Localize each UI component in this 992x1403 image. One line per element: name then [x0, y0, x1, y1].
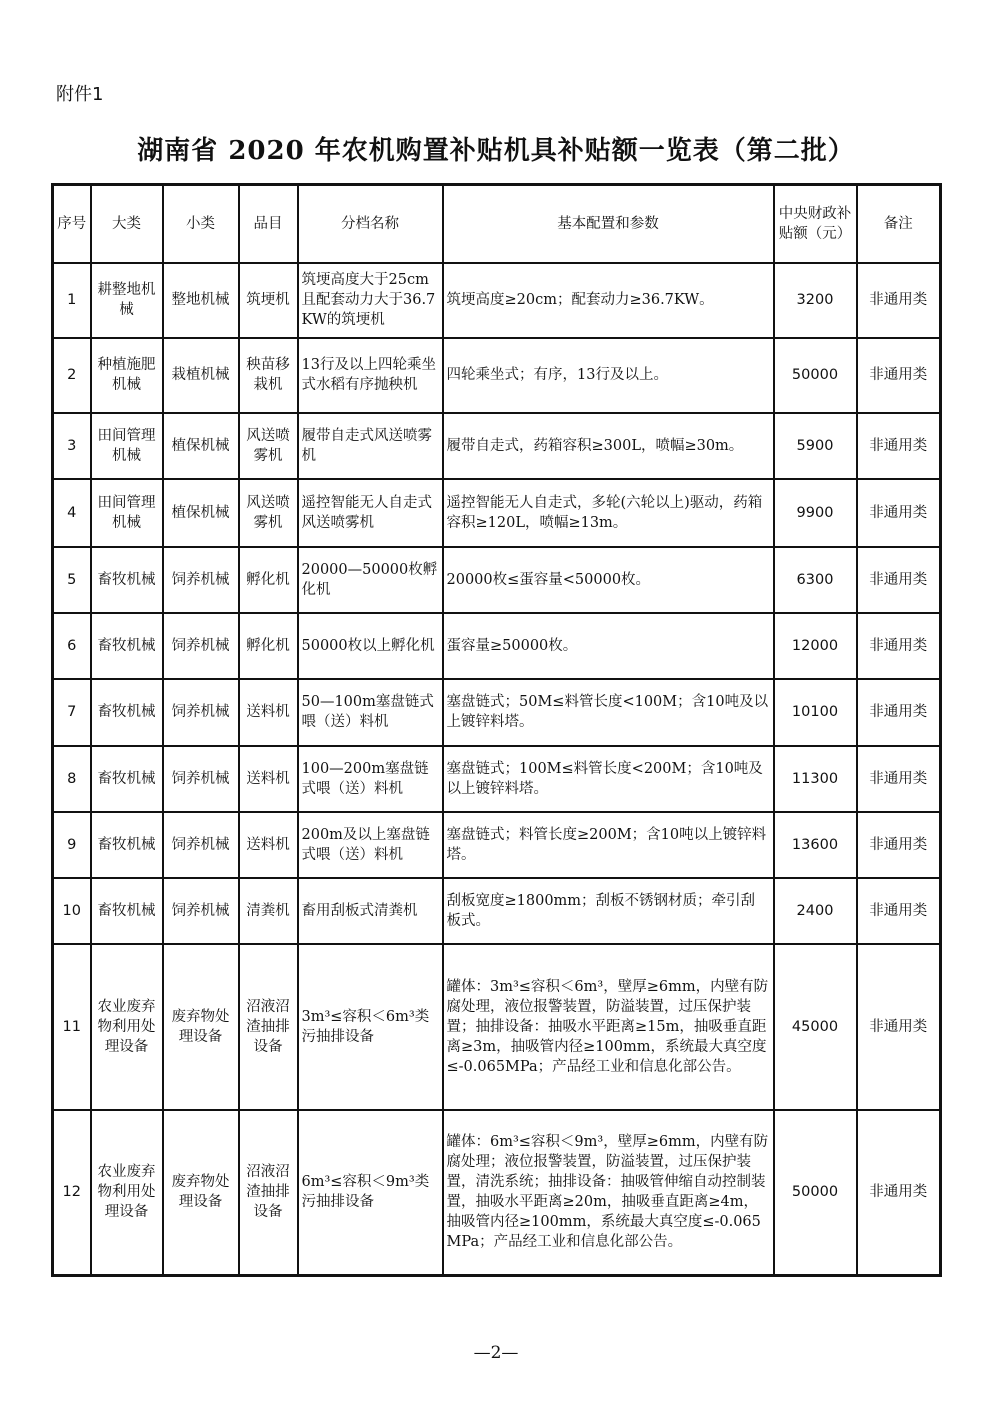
- cell-seq: 11: [53, 944, 91, 1110]
- cell-config: 遥控智能无人自走式，多轮(六轮以上)驱动，药箱容积≥120L，喷幅≥13m。: [443, 479, 774, 547]
- document-title: 湖南省 2020 年农机购置补贴机具补贴额一览表（第二批）: [137, 136, 855, 166]
- table-row: [53, 1110, 941, 1276]
- subsidy-table: [51, 183, 942, 1277]
- cell-tier: 6m³≤容积＜9m³类污抽排设备: [298, 1110, 443, 1276]
- cell-subcategory: 饲养机械: [163, 547, 239, 613]
- table-row: [53, 547, 941, 613]
- table-row: [53, 263, 941, 338]
- cell-remark: 非通用类: [857, 613, 941, 679]
- cell-subcategory: 栽植机械: [163, 338, 239, 413]
- cell-category: 畜牧机械: [91, 878, 163, 944]
- cell-subsidy: 6300: [774, 547, 857, 613]
- cell-item: 沼液沼渣抽排设备: [239, 1110, 298, 1276]
- cell-subsidy: 50000: [774, 1110, 857, 1276]
- cell-category: 畜牧机械: [91, 746, 163, 812]
- cell-subsidy: 5900: [774, 413, 857, 479]
- cell-seq: 8: [53, 746, 91, 812]
- cell-tier: 200m及以上塞盘链式喂（送）料机: [298, 812, 443, 878]
- header-remark: 备注: [857, 185, 941, 263]
- cell-subsidy: 45000: [774, 944, 857, 1110]
- cell-item: 风送喷雾机: [239, 479, 298, 547]
- cell-subsidy: 10100: [774, 679, 857, 746]
- table-row: [53, 878, 941, 944]
- cell-seq: 1: [53, 263, 91, 338]
- cell-tier: 畜用刮板式清粪机: [298, 878, 443, 944]
- cell-remark: 非通用类: [857, 479, 941, 547]
- cell-seq: 4: [53, 479, 91, 547]
- cell-item: 孵化机: [239, 547, 298, 613]
- cell-seq: 12: [53, 1110, 91, 1276]
- cell-remark: 非通用类: [857, 878, 941, 944]
- header-tier: 分档名称: [298, 185, 443, 263]
- cell-item: 送料机: [239, 679, 298, 746]
- cell-item: 风送喷雾机: [239, 413, 298, 479]
- cell-remark: 非通用类: [857, 338, 941, 413]
- cell-config: 刮板宽度≥1800mm；刮板不锈钢材质；牵引刮板式。: [443, 878, 774, 944]
- cell-remark: 非通用类: [857, 263, 941, 338]
- cell-remark: 非通用类: [857, 547, 941, 613]
- cell-item: 筑埂机: [239, 263, 298, 338]
- cell-subcategory: 废弃物处理设备: [163, 1110, 239, 1276]
- cell-config: 蛋容量≥50000枚。: [443, 613, 774, 679]
- cell-subcategory: 植保机械: [163, 479, 239, 547]
- table-row: [53, 413, 941, 479]
- cell-config: 筑埂高度≥20cm；配套动力≥36.7KW。: [443, 263, 774, 338]
- cell-subsidy: 12000: [774, 613, 857, 679]
- cell-subsidy: 11300: [774, 746, 857, 812]
- cell-config: 塞盘链式；100M≤料管长度<200M；含10吨及以上镀锌料塔。: [443, 746, 774, 812]
- cell-tier: 50000枚以上孵化机: [298, 613, 443, 679]
- cell-subcategory: 饲养机械: [163, 878, 239, 944]
- cell-seq: 9: [53, 812, 91, 878]
- cell-subsidy: 9900: [774, 479, 857, 547]
- cell-item: 秧苗移栽机: [239, 338, 298, 413]
- table-row: [53, 679, 941, 746]
- cell-seq: 10: [53, 878, 91, 944]
- cell-config: 罐体：3m³≤容积＜6m³，壁厚≥6mm，内壁有防腐处理，液位报警装置，防溢装置，过压保护装置；抽排设备：抽吸水平距离≥15m，抽吸垂直距离≥3m，抽吸管内径≥100mm，系统最大真空度≤-0.065MPa；产品经工业和信息化部公告。: [443, 944, 774, 1110]
- header-config: 基本配置和参数: [443, 185, 774, 263]
- cell-seq: 5: [53, 547, 91, 613]
- cell-category: 农业废弃物利用处理设备: [91, 944, 163, 1110]
- cell-config: 四轮乘坐式；有序，13行及以上。: [443, 338, 774, 413]
- header-subcategory: 小类: [163, 185, 239, 263]
- table-row: [53, 746, 941, 812]
- cell-config: 履带自走式，药箱容积≥300L，喷幅≥30m。: [443, 413, 774, 479]
- cell-config: 20000枚≤蛋容量<50000枚。: [443, 547, 774, 613]
- table-row: [53, 613, 941, 679]
- cell-item: 孵化机: [239, 613, 298, 679]
- cell-subsidy: 3200: [774, 263, 857, 338]
- header-subsidy: 中央财政补贴额（元）: [774, 185, 857, 263]
- cell-tier: 筑埂高度大于25cm且配套动力大于36.7KW的筑埂机: [298, 263, 443, 338]
- cell-config: 罐体：6m³≤容积＜9m³，壁厚≥6mm，内壁有防腐处理；液位报警装置，防溢装置，过压保护装置，清洗系统；抽排设备：抽吸管伸缩自动控制装置，抽吸水平距离≥20m，抽吸垂直距离≥4m，抽吸管内径≥100mm，系统最大真空度≤-0.065MPa；产品经工业和信息化部公告。: [443, 1110, 774, 1276]
- cell-category: 畜牧机械: [91, 679, 163, 746]
- attachment-label: 附件1: [56, 84, 104, 105]
- cell-subsidy: 2400: [774, 878, 857, 944]
- cell-category: 耕整地机械: [91, 263, 163, 338]
- table-row: [53, 338, 941, 413]
- cell-category: 田间管理机械: [91, 413, 163, 479]
- cell-tier: 50—100m塞盘链式喂（送）料机: [298, 679, 443, 746]
- cell-subcategory: 废弃物处理设备: [163, 944, 239, 1110]
- cell-tier: 13行及以上四轮乘坐式水稻有序抛秧机: [298, 338, 443, 413]
- header-seq: 序号: [53, 185, 91, 263]
- cell-config: 塞盘链式；料管长度≥200M；含10吨以上镀锌料塔。: [443, 812, 774, 878]
- cell-category: 种植施肥机械: [91, 338, 163, 413]
- cell-seq: 2: [53, 338, 91, 413]
- cell-tier: 20000—50000枚孵化机: [298, 547, 443, 613]
- cell-category: 农业废弃物利用处理设备: [91, 1110, 163, 1276]
- cell-item: 沼液沼渣抽排设备: [239, 944, 298, 1110]
- cell-subcategory: 饲养机械: [163, 679, 239, 746]
- cell-remark: 非通用类: [857, 746, 941, 812]
- cell-category: 畜牧机械: [91, 547, 163, 613]
- cell-tier: 3m³≤容积＜6m³类污抽排设备: [298, 944, 443, 1110]
- table-row: [53, 812, 941, 878]
- cell-seq: 3: [53, 413, 91, 479]
- cell-remark: 非通用类: [857, 679, 941, 746]
- cell-remark: 非通用类: [857, 812, 941, 878]
- cell-item: 送料机: [239, 812, 298, 878]
- cell-subsidy: 50000: [774, 338, 857, 413]
- cell-subcategory: 饲养机械: [163, 746, 239, 812]
- cell-seq: 6: [53, 613, 91, 679]
- cell-item: 清粪机: [239, 878, 298, 944]
- cell-tier: 100—200m塞盘链式喂（送）料机: [298, 746, 443, 812]
- cell-config: 塞盘链式；50M≤料管长度<100M；含10吨及以上镀锌料塔。: [443, 679, 774, 746]
- cell-category: 畜牧机械: [91, 613, 163, 679]
- cell-category: 田间管理机械: [91, 479, 163, 547]
- cell-remark: 非通用类: [857, 944, 941, 1110]
- cell-tier: 遥控智能无人自走式风送喷雾机: [298, 479, 443, 547]
- cell-tier: 履带自走式风送喷雾机: [298, 413, 443, 479]
- cell-subcategory: 植保机械: [163, 413, 239, 479]
- cell-subcategory: 饲养机械: [163, 812, 239, 878]
- cell-remark: 非通用类: [857, 1110, 941, 1276]
- cell-item: 送料机: [239, 746, 298, 812]
- table-header-row: [53, 185, 941, 263]
- cell-subsidy: 13600: [774, 812, 857, 878]
- cell-seq: 7: [53, 679, 91, 746]
- cell-category: 畜牧机械: [91, 812, 163, 878]
- header-item: 品目: [239, 185, 298, 263]
- table-row: [53, 944, 941, 1110]
- header-category: 大类: [91, 185, 163, 263]
- cell-subcategory: 饲养机械: [163, 613, 239, 679]
- cell-subcategory: 整地机械: [163, 263, 239, 338]
- page-number: —2—: [473, 1343, 519, 1363]
- table-row: [53, 479, 941, 547]
- cell-remark: 非通用类: [857, 413, 941, 479]
